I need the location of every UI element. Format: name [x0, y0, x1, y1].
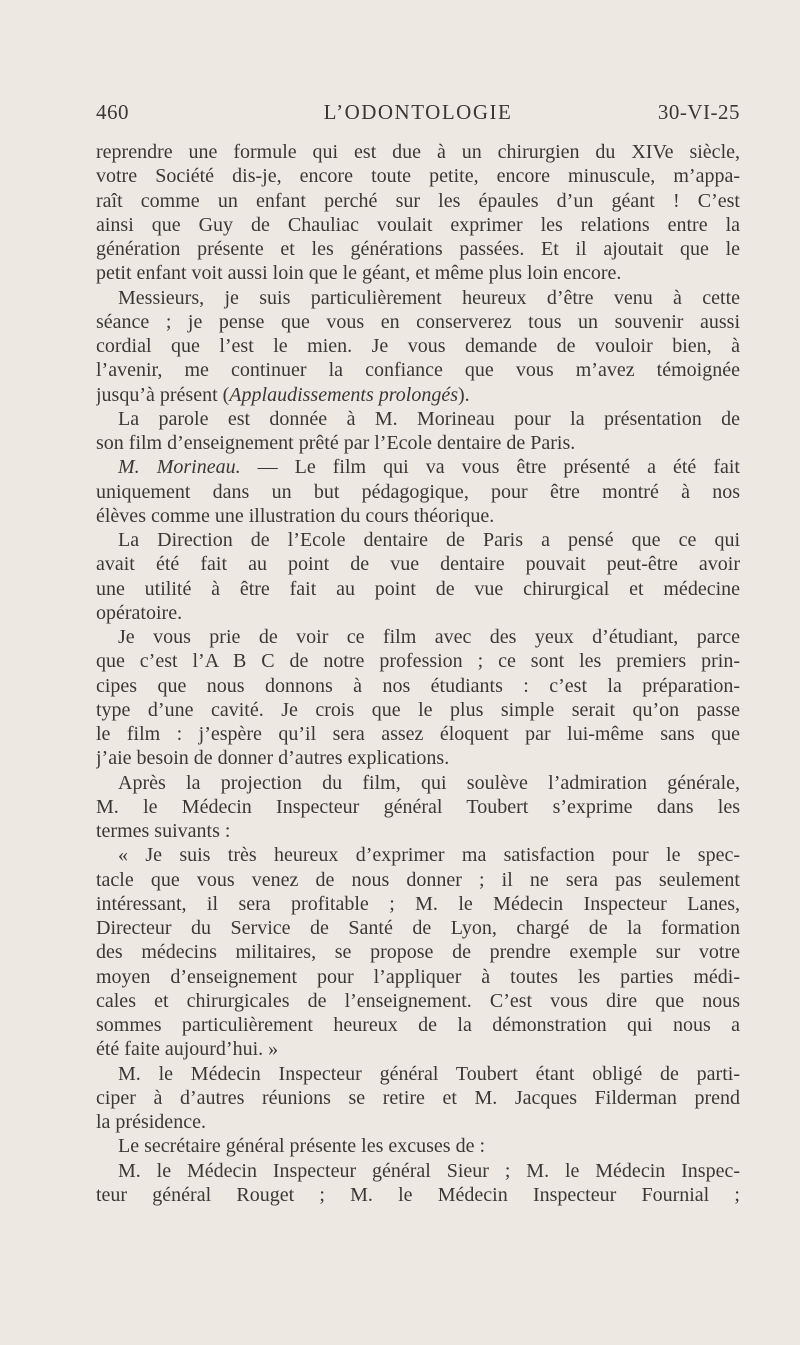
text-run: Directeur du Service de Santé de Lyon, chargé de la formation: [96, 917, 740, 939]
text-line: [96, 189, 740, 213]
text-line: [96, 892, 740, 916]
text-run: petit enfant voit aussi loin que le géant, et même plus loin encore.: [96, 262, 622, 285]
text-run: La parole est donnée à M. Morineau pour la présentation de: [118, 407, 740, 430]
text-line: [96, 674, 740, 698]
text-line: [96, 1086, 740, 1110]
text-run: des médecins militaires, se propose de prendre exemple sur votre: [96, 941, 740, 964]
text-run: tacle que vous venez de nous donner ; il ne sera pas seulement: [96, 868, 740, 891]
text-line: [96, 577, 740, 601]
text-line: [96, 868, 740, 892]
text-line: [96, 504, 740, 528]
text-line: [96, 1183, 740, 1207]
text-run: j’aie besoin de donner d’autres explications.: [96, 747, 450, 770]
text-line: [96, 940, 740, 964]
text-run: la présidence.: [96, 1111, 206, 1133]
text-line: [96, 965, 740, 989]
text-run: moyen d’enseignement pour l’appliquer à toutes les parties médi-: [96, 965, 740, 988]
text-run: le film : j’espère qu’il sera assez éloquent par lui-même sans que: [96, 723, 740, 745]
text-run: type d’une cavité. Je crois que le plus simple serait qu’on passe: [96, 698, 740, 721]
text-run: La Direction de l’Ecole dentaire de Paris a pensé que ce qui: [118, 529, 740, 551]
text-run: M. le Médecin Inspecteur général Toubert étant obligé de parti-: [118, 1062, 740, 1085]
text-line: [96, 261, 740, 285]
text-line: [96, 1110, 740, 1134]
text-line: [96, 431, 740, 455]
running-title: L’ODONTOLOGIE: [323, 100, 513, 124]
text-run: Je vous prie de voir ce film avec des yeux d’étudiant, parce: [118, 626, 740, 648]
text-run: avait été fait au point de vue dentaire pouvait peut-être avoir: [96, 553, 740, 576]
text-run: Le secrétaire général présente les excuses de :: [118, 1135, 486, 1158]
text-line: [96, 528, 740, 552]
text-run: été faite aujourd’hui. »: [96, 1038, 279, 1061]
text-line: [96, 383, 740, 407]
text-run: que c’est l’A B C de notre profession ; ce sont les premiers prin-: [96, 650, 740, 673]
text-run: Messieurs, je suis particulièrement heureux d’être venu à cette: [118, 286, 740, 309]
running-date: 30-VI-25: [657, 100, 740, 124]
italic-run: M. Morineau.: [118, 456, 241, 479]
text-line: [96, 1159, 740, 1183]
text-line: [96, 455, 740, 479]
text-line: [96, 746, 740, 770]
text-run: ainsi que Guy de Chauliac voulait exprimer les relations entre la: [96, 213, 740, 236]
text-run-after: ).: [458, 383, 470, 406]
text-line: [96, 164, 740, 188]
text-run: raît comme un enfant perché sur les épaules d’un géant ! C’est: [96, 189, 740, 212]
text-run: reprendre une formule qui est due à un chirurgien du XIVe siècle,: [96, 141, 740, 163]
text-line: [96, 601, 740, 625]
text-run: une utilité à être fait au point de vue chirurgical et médecine: [96, 577, 740, 600]
text-line: [96, 286, 740, 310]
text-line: [96, 1134, 740, 1158]
text-line: [96, 334, 740, 358]
page-header: [96, 100, 740, 130]
text-line: [96, 358, 740, 382]
text-line: [96, 843, 740, 867]
text-run: opératoire.: [96, 601, 183, 624]
text-run: teur général Rouget ; M. le Médecin Inspecteur Fournial ;: [96, 1183, 740, 1206]
text-line: [96, 1062, 740, 1086]
text-line: [96, 795, 740, 819]
text-run: intéressant, il sera profitable ; M. le Médecin Inspecteur Lanes,: [96, 892, 740, 915]
italic-run: Applaudissements prolongés: [229, 383, 458, 406]
text-run: uniquement dans un but pédagogique, pour être montré à nos: [96, 480, 740, 503]
text-run: cipes que nous donnons à nos étudiants : c’est la préparation-: [96, 674, 740, 697]
text-run: génération présente et les générations passées. Et il ajoutait que le: [96, 238, 740, 260]
text-line: [96, 916, 740, 940]
text-line: [96, 989, 740, 1013]
text-line: [96, 1013, 740, 1037]
text-line: [96, 1037, 740, 1061]
text-run: M. le Médecin Inspecteur général Sieur ; M. le Médecin Inspec-: [118, 1159, 740, 1182]
text-run: cordial que l’est le mien. Je vous demande de vouloir bien, à: [96, 335, 740, 357]
text-run-after: — Le film qui va vous être présenté a été fait: [240, 456, 740, 479]
text-run: Après la projection du film, qui soulève l’admiration générale,: [118, 771, 740, 794]
text-run: élèves comme une illustration du cours théorique.: [96, 504, 495, 527]
text-line: [96, 552, 740, 576]
text-line: [96, 698, 740, 722]
page-number: 460: [96, 100, 129, 124]
text-run: son film d’enseignement prêté par l’Ecole dentaire de Paris.: [96, 432, 576, 454]
text-run: ciper à d’autres réunions se retire et M. Jacques Filderman prend: [96, 1086, 740, 1109]
text-run: séance ; je pense que vous en conserverez tous un souvenir aussi: [96, 310, 740, 333]
text-line: [96, 407, 740, 431]
text-run: termes suivants :: [96, 820, 231, 842]
text-run: M. le Médecin Inspecteur général Toubert s’exprime dans les: [96, 795, 740, 818]
body-text: [96, 140, 740, 1207]
text-run: cales et chirurgicales de l’enseignement. C’est vous dire que nous: [96, 989, 740, 1012]
text-run: « Je suis très heureux d’exprimer ma satisfaction pour le spec-: [118, 844, 740, 867]
text-line: [96, 771, 740, 795]
text-run: jusqu’à présent (: [96, 383, 230, 406]
text-run: votre Société dis-je, encore toute petite, encore minuscule, m’appa-: [96, 165, 740, 188]
text-line: [96, 213, 740, 237]
text-line: [96, 649, 740, 673]
text-line: [96, 140, 740, 164]
text-line: [96, 237, 740, 261]
text-line: [96, 310, 740, 334]
text-line: [96, 480, 740, 504]
text-line: [96, 819, 740, 843]
text-run: l’avenir, me continuer la confiance que vous m’avez témoignée: [96, 359, 740, 382]
text-run: sommes particulièrement heureux de la démonstration qui nous a: [96, 1014, 740, 1036]
text-line: [96, 625, 740, 649]
text-line: [96, 722, 740, 746]
